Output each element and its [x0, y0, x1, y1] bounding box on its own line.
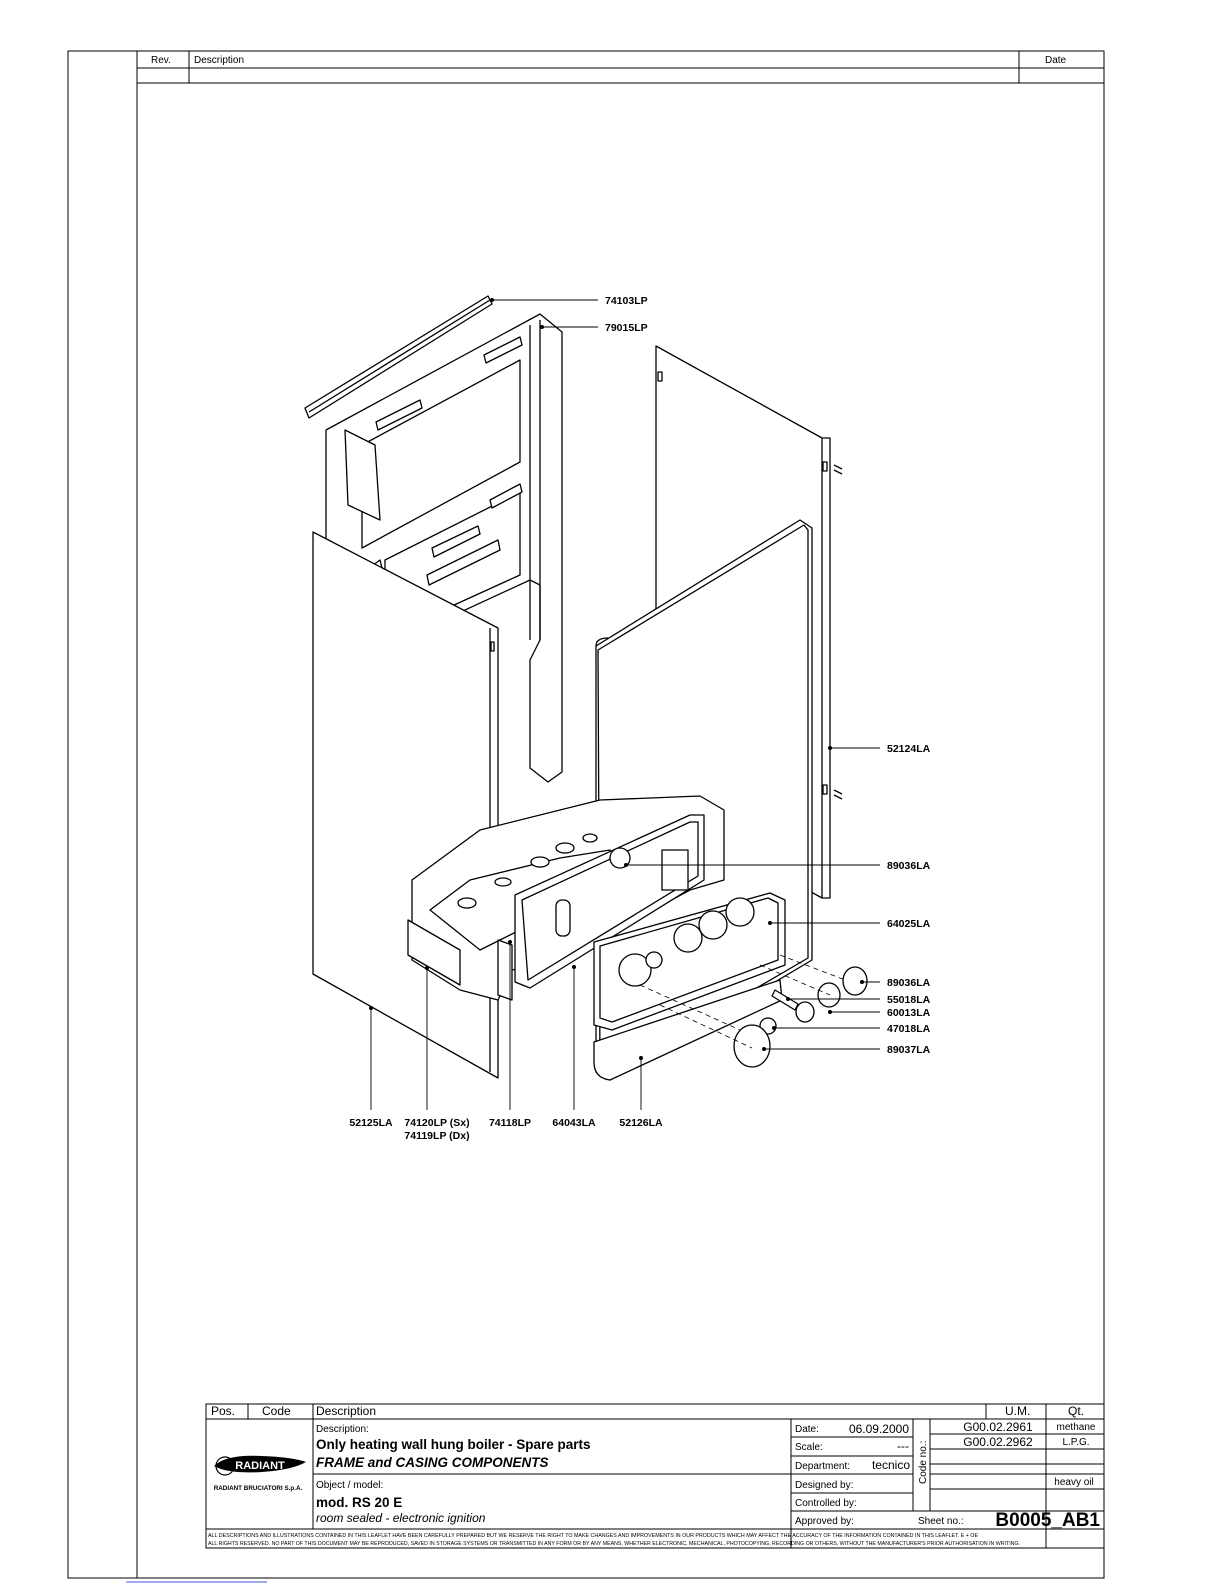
revision-table	[137, 51, 1104, 83]
part-label: 89037LA	[887, 1044, 931, 1056]
model-name: mod. RS 20 E	[316, 1495, 403, 1510]
department-value: tecnico	[871, 1458, 910, 1472]
rev-description-header: Description	[194, 55, 245, 66]
approved-label: Approved by:	[795, 1516, 854, 1527]
description-caption: Description:	[316, 1424, 369, 1435]
code-no-label: Code no.:	[918, 1440, 929, 1484]
code-header: Code	[262, 1404, 291, 1418]
object-caption: Object / model:	[316, 1480, 384, 1491]
part-label: 89036LA	[887, 860, 931, 872]
title-block	[206, 1404, 1104, 1548]
code-entry: G00.02.2961	[963, 1420, 1033, 1434]
description-header: Description	[316, 1404, 377, 1418]
part-label: 89036LA	[887, 977, 931, 989]
fuel-entry: L.P.G.	[1062, 1437, 1090, 1448]
company-logo	[214, 1456, 306, 1492]
code-entry: G00.02.2962	[963, 1435, 1033, 1449]
knob-60013LA	[796, 983, 840, 1022]
controlled-label: Controlled by:	[795, 1498, 857, 1509]
scale-label: Scale:	[795, 1442, 823, 1453]
qt-header: Qt.	[1068, 1404, 1085, 1418]
part-label: 55018LA	[887, 994, 931, 1006]
rev-header: Rev.	[151, 55, 171, 66]
part-label: 74103LP	[605, 295, 648, 307]
part-label: 52124LA	[887, 743, 931, 755]
date-value: 06.09.2000	[848, 1422, 909, 1436]
um-header: U.M.	[1005, 1404, 1031, 1418]
part-label: 74120LP (Sx)	[404, 1117, 470, 1129]
part-label: 47018LA	[887, 1023, 931, 1035]
knob-89037LA	[734, 1018, 776, 1067]
scale-value: ---	[897, 1439, 909, 1453]
sheet-value: B0005_AB1	[995, 1510, 1100, 1531]
department-label: Department:	[795, 1461, 851, 1472]
part-label: 79015LP	[605, 322, 648, 334]
logo-wordmark: RADIANT	[235, 1460, 285, 1472]
part-label: 74119LP (Dx)	[404, 1130, 470, 1142]
description-line1: Only heating wall hung boiler - Spare parts	[316, 1437, 591, 1452]
part-label: 74118LP	[488, 1117, 532, 1129]
part-label: 52125LA	[349, 1117, 393, 1129]
disclaimer-line2: ALL RIGHTS RESERVED. NO PART OF THIS DOCUMENT MAY BE REPRODUCED, SAVED IN STORAGE SYSTEMS OR TRANSMITTED IN ANY FORM OR BY ANY MEANS, WHETHER ELECTRONIC, MECHANICAL, PHOTOCOPYING, RECORDING OR OTHERS, WITHOUT THE MANUFACTURER'S PRIOR AUTHORISATION IN WRITING.	[208, 1541, 1020, 1547]
left-side-panel	[313, 532, 498, 1078]
description-line2: FRAME and CASING COMPONENTS	[316, 1455, 549, 1470]
part-label: 64025LA	[887, 918, 931, 930]
part-label: 52126LA	[619, 1117, 663, 1129]
fuel-entry: heavy oil	[1054, 1477, 1094, 1488]
model-subtitle: room sealed - electronic ignition	[316, 1511, 486, 1525]
rev-date-header: Date	[1045, 55, 1067, 66]
date-label: Date:	[795, 1424, 819, 1435]
pos-header: Pos.	[211, 1404, 236, 1418]
company-name: RADIANT BRUCIATORI S.p.A.	[213, 1485, 303, 1492]
part-label: 60013LA	[887, 1007, 931, 1019]
fuel-entry: methane	[1056, 1422, 1096, 1433]
sheet-label: Sheet no.:	[918, 1516, 964, 1527]
disclaimer-line1: ALL DESCRIPTIONS AND ILLUSTRATIONS CONTAINED IN THIS LEAFLET HAVE BEEN CAREFULLY PREPARED BUT WE RESERVE THE RIGHT TO MAKE CHANGES AND IMPROVEMENTS IN OUR PRODUCTS WHICH MAY AFFECT THE ACCURACY OF THE INFORMATION CONTAINED IN THIS LEAFLET. E + OE	[208, 1533, 979, 1539]
designed-label: Designed by:	[795, 1480, 854, 1491]
exploded-view	[305, 296, 867, 1080]
part-label: 64043LA	[552, 1117, 596, 1129]
